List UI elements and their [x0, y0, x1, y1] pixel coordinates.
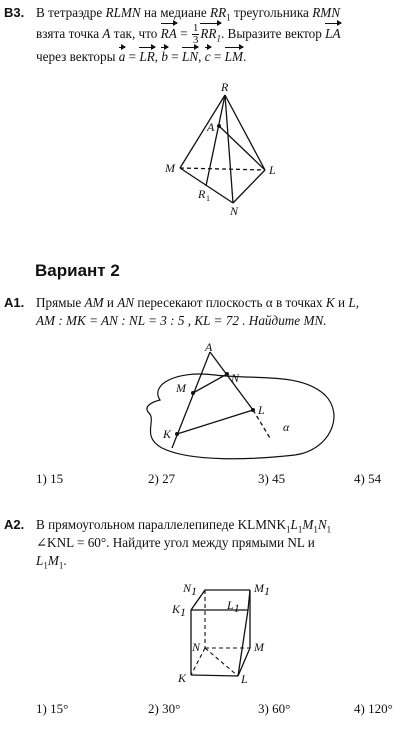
fraction-one-third: $\frac{1}{3}$	[192, 22, 199, 47]
edge-nl	[233, 170, 265, 203]
median-rr1	[206, 95, 225, 186]
edge-ll1	[238, 610, 248, 676]
vector-lr: LR	[139, 46, 154, 68]
point-n	[225, 372, 229, 376]
label-m: M	[165, 161, 175, 175]
text-line: В тетраэдре RLMN на медиане $RR_1$ треугольника RMN	[36, 5, 341, 23]
point-m	[191, 391, 195, 395]
answer-option[interactable]: 3) 60°	[258, 701, 291, 716]
problem-a2	[4, 516, 409, 570]
problem-number: A2.	[4, 517, 25, 532]
label-k1: K1	[172, 602, 187, 619]
text-line: $L_1M_1$.	[36, 553, 67, 571]
label-a: A	[207, 120, 215, 134]
text-line: AM : MK = AN : NL = 3 : 5 , KL = 72 . Найдите MN.	[36, 313, 327, 328]
point-k	[175, 432, 179, 436]
problem-text	[36, 294, 409, 330]
point-l	[251, 408, 255, 412]
label-l1: L1	[227, 598, 240, 615]
text-line: В прямоугольном параллелепипеде $KLMNK_1L_1M_1N_1$	[36, 517, 332, 535]
edge-rm	[180, 95, 225, 168]
label-a2-n: N	[192, 640, 201, 654]
answer-option[interactable]: 4) 54	[354, 471, 382, 486]
diag-nl-hidden	[205, 648, 238, 676]
vector-a: a	[119, 46, 126, 68]
text-line: через векторы a = LR, b = LN, c = LM.	[36, 46, 409, 68]
label-n: N	[230, 204, 239, 218]
text-line: ∠KNL = 60°. Найдите угол между прямыми NL и	[36, 535, 315, 550]
label-a2-k: K	[178, 671, 187, 685]
line-kl	[177, 410, 253, 434]
edge-rn	[225, 95, 233, 203]
problem-number: B3.	[4, 5, 25, 20]
label-r1-sub: 1	[206, 194, 210, 203]
vector-c: c	[205, 46, 211, 68]
answer-option[interactable]: 2) 27	[148, 471, 176, 486]
vector-ln: LN	[182, 46, 198, 68]
label-m1: M1	[254, 581, 270, 598]
text-line: взята точка A так, что RA = $\frac{1}{3}$ $RR_1$. Выразите вектор LA	[36, 22, 341, 47]
edge-ml-hidden	[180, 168, 265, 170]
box-figure	[171, 581, 270, 686]
vector-la: LA	[325, 22, 340, 46]
label-a1-a: A	[205, 340, 213, 354]
text-line: Прямые AM и AN пересекают плоскость α в точках K и L,	[36, 295, 360, 310]
edge-kl	[191, 675, 238, 676]
problem-number: A1.	[4, 295, 25, 310]
label-l: L	[269, 163, 276, 177]
label-a1-k: K	[163, 427, 172, 441]
label-r1: R	[198, 187, 206, 201]
edge-rl	[225, 95, 265, 170]
answer-option[interactable]: 1) 15	[36, 471, 64, 486]
answer-option[interactable]: 2) 30°	[148, 701, 181, 716]
answer-option[interactable]: 1) 15°	[36, 701, 69, 716]
label-a1-m: M	[176, 381, 186, 395]
label-a1-l: L	[258, 403, 265, 417]
segment-la	[219, 126, 265, 170]
vector-ra: RA	[161, 22, 177, 46]
plane-alpha	[147, 374, 334, 459]
answer-option[interactable]: 4) 120°	[354, 701, 393, 716]
label-r: R	[221, 80, 229, 94]
problem-text	[36, 516, 409, 570]
vector-b: b	[161, 46, 168, 68]
label-alpha: α	[283, 420, 290, 434]
label-n1: N1	[183, 581, 198, 598]
problem-a1	[4, 294, 409, 330]
label-a1-n: N	[231, 371, 240, 385]
plane-figure	[147, 340, 334, 459]
answer-option[interactable]: 3) 45	[258, 471, 286, 486]
vector-lm: LM	[225, 46, 243, 68]
point-a	[217, 124, 221, 128]
label-a2-m: M	[254, 640, 264, 654]
vector-rr1: $RR_1$	[200, 22, 221, 46]
variant-title: Вариант 2	[35, 261, 120, 280]
label-a2-l: L	[241, 672, 248, 686]
